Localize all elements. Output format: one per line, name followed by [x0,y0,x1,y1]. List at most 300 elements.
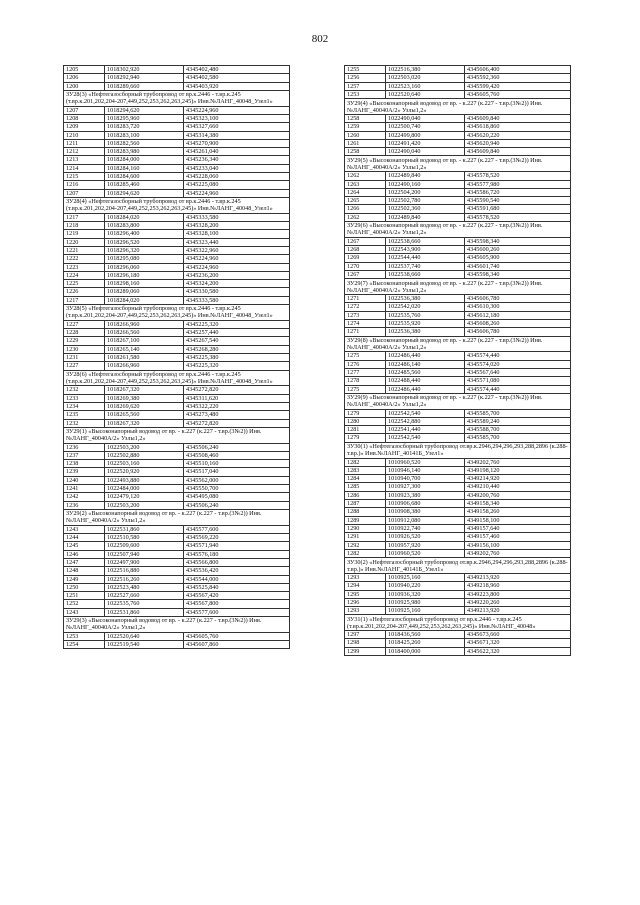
point-row [345,246,571,254]
y-coordinate: 4345257,440 [184,329,290,337]
y-coordinate: 4345225,320 [184,320,290,328]
x-coordinate: 1022503,200 [105,443,184,451]
point-row [345,131,571,139]
point-row [345,466,571,474]
y-coordinate: 4345606,400 [465,66,571,74]
point-number: 1282 [345,549,386,557]
point-number: 1224 [64,271,105,279]
point-row [345,352,571,360]
point-row [345,607,571,615]
x-coordinate: 1018294,620 [105,106,184,114]
point-row [345,524,571,532]
point-number: 1229 [64,337,105,345]
y-coordinate: 4345228,060 [184,173,290,181]
x-coordinate: 1022520,640 [386,90,465,98]
y-coordinate: 4345601,740 [465,262,571,270]
point-row [64,460,290,468]
parcel-header-row [64,197,290,213]
parcel-header-row [345,393,571,409]
y-coordinate: 4345571,940 [184,542,290,550]
point-row [64,230,290,238]
y-coordinate: 4345589,240 [465,417,571,425]
x-coordinate: 1022490,040 [386,114,465,122]
point-number: 1288 [345,508,386,516]
x-coordinate: 1018284,020 [105,296,184,304]
y-coordinate: 4345333,580 [184,213,290,221]
y-coordinate: 4345610,300 [465,303,571,311]
x-coordinate: 1018266,960 [105,320,184,328]
point-number: 1289 [345,516,386,524]
point-row [345,368,571,376]
point-row [345,541,571,549]
x-coordinate: 1022488,440 [386,377,465,385]
x-coordinate: 1018296,520 [105,238,184,246]
point-number: 1284 [345,475,386,483]
y-coordinate: 4349202,760 [465,549,571,557]
point-row [64,189,290,197]
point-row [345,311,571,319]
parcel-header: ЗУ30(1) «Нефтегазосборный трубопровод от.вр.к.2946,294,296,293,288,2896 (к.288-т.вр.)» Инв.№ЛАНГ_40141Б_Узел1» [345,442,571,458]
y-coordinate: 4345612,180 [465,311,571,319]
point-number: 1275 [345,352,386,360]
point-row [64,550,290,558]
x-coordinate: 1010946,140 [386,466,465,474]
y-coordinate: 4345508,460 [184,451,290,459]
x-coordinate: 1022500,740 [386,123,465,131]
point-row [345,573,571,581]
point-row [64,74,290,82]
x-coordinate: 1022490,160 [386,180,465,188]
point-number: 1245 [64,542,105,550]
point-row [345,303,571,311]
point-number: 1217 [64,296,105,304]
x-coordinate: 1018296,060 [105,263,184,271]
y-coordinate: 4349158,260 [465,508,571,516]
y-coordinate: 4349200,760 [465,491,571,499]
x-coordinate: 1022531,860 [105,525,184,533]
point-row [345,262,571,270]
point-row [345,458,571,466]
point-number: 1251 [64,592,105,600]
point-row [64,362,290,370]
x-coordinate: 1022535,920 [386,319,465,327]
x-coordinate: 1010923,380 [386,491,465,499]
point-row [64,542,290,550]
y-coordinate: 4345402,480 [184,66,290,74]
point-number: 1273 [345,311,386,319]
point-number: 1293 [345,573,386,581]
point-row [64,345,290,353]
y-coordinate: 4345233,040 [184,164,290,172]
point-row [64,131,290,139]
x-coordinate: 1022486,140 [386,360,465,368]
y-coordinate: 4345605,760 [184,632,290,640]
x-coordinate: 1022486,440 [386,352,465,360]
point-row [345,237,571,245]
y-coordinate: 4349157,460 [465,533,571,541]
parcel-header: ЗУ29(6) «Высоконапорный водовод от вр. - к.227 (к.227 - т.вр.(3№2)) Инв. №ЛАНГ_40040А/2» Узлы1,2» [345,222,571,238]
parcel-header: ЗУ29(3) «Высоконапорный водовод от вр. - к.227 (к.227 - т.вр.(3№2)) Инв. №ЛАНГ_40040А/2» Узлы1,2» [64,617,290,633]
x-coordinate: 1022497,900 [105,558,184,566]
point-row [345,434,571,442]
point-row [64,600,290,608]
x-coordinate: 1022509,600 [105,542,184,550]
point-number: 1263 [345,180,386,188]
point-row [345,295,571,303]
point-number: 1213 [64,156,105,164]
point-number: 1239 [64,468,105,476]
x-coordinate: 1018296,180 [105,271,184,279]
point-number: 1227 [64,320,105,328]
y-coordinate: 4349158,100 [465,516,571,524]
point-row [345,82,571,90]
y-coordinate: 4349218,960 [465,582,571,590]
y-coordinate: 4345506,240 [184,443,290,451]
point-number: 1279 [345,434,386,442]
parcel-header-row [64,370,290,386]
point-number: 1262 [345,172,386,180]
y-coordinate: 4345574,020 [465,360,571,368]
point-number: 1285 [345,483,386,491]
point-number: 1258 [345,148,386,156]
point-number: 1235 [64,411,105,419]
point-row [64,575,290,583]
point-number: 1266 [345,205,386,213]
point-number: 1268 [345,246,386,254]
x-coordinate: 1018284,000 [105,156,184,164]
point-number: 1210 [64,131,105,139]
y-coordinate: 4345607,860 [184,641,290,649]
point-number: 1217 [64,213,105,221]
y-coordinate: 4345272,820 [184,419,290,427]
point-number: 1208 [64,114,105,122]
point-row [345,639,571,647]
point-row [64,534,290,542]
parcel-header-row [64,617,290,633]
y-coordinate: 4345585,700 [465,409,571,417]
x-coordinate: 1010927,300 [386,483,465,491]
parcel-header: ЗУ28(5) «Нефтегазосборный трубопровод от вр.к.2446 - т.вр.к.245 (т.вр.к.201,202,204-207,449,252,253,262,263,245)» Инв.№ЛАНГ_40048_Узел1» [64,304,290,320]
point-row [345,188,571,196]
x-coordinate: 1022536,380 [386,328,465,336]
y-coordinate: 4345567,640 [465,368,571,376]
point-number: 1216 [64,181,105,189]
point-row [64,641,290,649]
y-coordinate: 4345671,320 [465,639,571,647]
point-row [64,181,290,189]
x-coordinate: 1018267,320 [105,386,184,394]
y-coordinate: 4345224,960 [184,255,290,263]
y-coordinate: 4345525,840 [184,583,290,591]
point-row [64,468,290,476]
point-row [345,582,571,590]
x-coordinate: 1018289,060 [105,288,184,296]
point-row [345,270,571,278]
point-number: 1247 [64,558,105,566]
point-row [64,608,290,616]
y-coordinate: 4345577,600 [184,525,290,533]
x-coordinate: 1010960,520 [386,549,465,557]
parcel-header: ЗУ30(2) «Нефтегазосборный трубопровод от.вр.к.2946,294,296,293,288,2896 (к.288-т.вр.)» Инв.№ЛАНГ_40141Б_Узел1» [345,558,571,574]
parcel-header-row [345,99,571,115]
point-row [64,583,290,591]
point-number: 1225 [64,280,105,288]
point-number: 1232 [64,386,105,394]
point-row [64,123,290,131]
point-number: 1214 [64,164,105,172]
x-coordinate: 1018269,620 [105,402,184,410]
parcel-header-row [64,509,290,525]
point-row [345,197,571,205]
point-number: 1267 [345,270,386,278]
point-row [64,402,290,410]
point-number: 1223 [64,263,105,271]
point-number: 1259 [345,123,386,131]
point-number: 1237 [64,451,105,459]
x-coordinate: 1018285,460 [105,181,184,189]
point-row [345,319,571,327]
point-row [64,238,290,246]
y-coordinate: 4345578,520 [465,172,571,180]
point-row [345,377,571,385]
x-coordinate: 1022541,440 [386,426,465,434]
x-coordinate: 1018266,560 [105,329,184,337]
y-coordinate: 4345609,840 [465,148,571,156]
x-coordinate: 1018292,940 [105,74,184,82]
point-number: 1267 [345,237,386,245]
point-row [64,82,290,90]
x-coordinate: 1022537,740 [386,262,465,270]
x-coordinate: 1018267,320 [105,419,184,427]
x-coordinate: 1018400,000 [386,647,465,655]
point-row [345,385,571,393]
point-row [345,647,571,655]
parcel-header: ЗУ29(8) «Высоконапорный водовод от вр. - к.227 (к.227 - т.вр.(3№2)) Инв. №ЛАНГ_40040А/2» Узлы1,2» [345,336,571,352]
x-coordinate: 1018284,020 [105,213,184,221]
y-coordinate: 4349158,340 [465,500,571,508]
x-coordinate: 1018282,560 [105,139,184,147]
x-coordinate: 1022520,640 [105,632,184,640]
x-coordinate: 1022538,660 [386,237,465,245]
x-coordinate: 1018296,320 [105,246,184,254]
point-row [345,491,571,499]
point-number: 1218 [64,222,105,230]
x-coordinate: 1018283,800 [105,222,184,230]
y-coordinate: 4345606,780 [465,295,571,303]
point-number: 1256 [345,74,386,82]
x-coordinate: 1022543,900 [386,246,465,254]
y-coordinate: 4345517,040 [184,468,290,476]
point-number: 1212 [64,148,105,156]
coordinate-table-right [344,65,571,656]
point-number: 1207 [64,106,105,114]
point-number: 1295 [345,590,386,598]
x-coordinate: 1018265,560 [105,411,184,419]
x-coordinate: 1022519,540 [105,641,184,649]
x-coordinate: 1018298,160 [105,280,184,288]
y-coordinate: 4345550,700 [184,485,290,493]
point-number: 1282 [345,458,386,466]
parcel-header-row [345,558,571,574]
x-coordinate: 1018295,960 [105,114,184,122]
y-coordinate: 4349198,120 [465,466,571,474]
point-number: 1253 [64,632,105,640]
y-coordinate: 4345322,220 [184,402,290,410]
y-coordinate: 4345225,080 [184,181,290,189]
x-coordinate: 1018289,660 [105,82,184,90]
point-number: 1226 [64,288,105,296]
y-coordinate: 4345576,180 [184,550,290,558]
point-number: 1274 [345,319,386,327]
point-number: 1276 [345,360,386,368]
y-coordinate: 4345578,520 [465,213,571,221]
y-coordinate: 4345590,540 [465,197,571,205]
y-coordinate: 4345577,600 [184,608,290,616]
point-number: 1220 [64,238,105,246]
x-coordinate: 1010940,700 [386,475,465,483]
point-number: 1244 [64,534,105,542]
point-number: 1236 [64,443,105,451]
y-coordinate: 4345327,660 [184,123,290,131]
y-coordinate: 4345224,960 [184,263,290,271]
point-row [64,493,290,501]
y-coordinate: 4345236,200 [184,271,290,279]
point-row [64,320,290,328]
x-coordinate: 1010960,520 [386,458,465,466]
x-coordinate: 1022486,440 [386,385,465,393]
y-coordinate: 4345403,920 [184,82,290,90]
y-coordinate: 4345574,440 [465,352,571,360]
page-number: 802 [311,33,329,45]
y-coordinate: 4345567,800 [184,600,290,608]
x-coordinate: 1022484,000 [105,485,184,493]
x-coordinate: 1022516,380 [386,66,465,74]
point-row [64,156,290,164]
point-number: 1265 [345,197,386,205]
y-coordinate: 4345270,900 [184,139,290,147]
point-number: 1271 [345,295,386,303]
point-row [64,213,290,221]
point-number: 1271 [345,328,386,336]
point-number: 1222 [64,255,105,263]
parcel-header: ЗУ29(7) «Высоконапорный водовод от вр. - к.227 (к.227 - т.вр.(3№2)) Инв. №ЛАНГ_40040А/2» Узлы1,2» [345,279,571,295]
point-number: 1211 [64,139,105,147]
point-row [345,360,571,368]
parcel-header: ЗУ28(4) «Нефтегазосборный трубопровод от вр.к.2446 - т.вр.к.245 (т.вр.к.201,202,204-207,449,252,253,262,263,245)» Инв.№ЛАНГ_40048_Узел1» [64,197,290,213]
point-row [64,164,290,172]
y-coordinate: 4345225,320 [184,362,290,370]
point-number: 1269 [345,254,386,262]
point-number: 1238 [64,460,105,468]
parcel-header-row [345,156,571,172]
y-coordinate: 4345577,980 [465,180,571,188]
point-row [345,90,571,98]
point-number: 1205 [64,66,105,74]
point-number: 1242 [64,493,105,501]
point-number: 1254 [64,641,105,649]
point-row [345,483,571,491]
y-coordinate: 4345600,260 [465,246,571,254]
y-coordinate: 4345620,940 [465,139,571,147]
parcel-header: ЗУ29(2) «Высоконапорный водовод от вр. - к.227 (к.227 - т.вр.(3№2)) Инв. №ЛАНГ_40040А/2» Узлы1,2» [64,509,290,525]
x-coordinate: 1018267,100 [105,337,184,345]
x-coordinate: 1018302,920 [105,66,184,74]
point-number: 1261 [345,139,386,147]
point-number: 1234 [64,402,105,410]
y-coordinate: 4345314,380 [184,131,290,139]
point-row [64,592,290,600]
point-number: 1255 [345,66,386,74]
y-coordinate: 4349157,640 [465,524,571,532]
point-row [64,263,290,271]
y-coordinate: 4345324,200 [184,280,290,288]
point-number: 1296 [345,598,386,606]
point-row [345,409,571,417]
point-row [64,353,290,361]
point-number: 1281 [345,426,386,434]
y-coordinate: 4349220,260 [465,598,571,606]
x-coordinate: 1022542,540 [386,409,465,417]
parcel-header: ЗУ28(6) «Нефтегазосборный трубопровод от вр.к.2446 - т.вр.к.245 (т.вр.к.201,202,204-207,449,252,253,262,263,245)» Инв.№ЛАНГ_40048_Узел1» [64,370,290,386]
point-row [345,328,571,336]
point-number: 1233 [64,394,105,402]
y-coordinate: 4345562,000 [184,476,290,484]
y-coordinate: 4345333,580 [184,296,290,304]
y-coordinate: 4345574,440 [465,385,571,393]
point-number: 1270 [345,262,386,270]
point-row [64,525,290,533]
point-row [345,590,571,598]
point-number: 1278 [345,377,386,385]
y-coordinate: 4345606,780 [465,328,571,336]
y-coordinate: 4345225,380 [184,353,290,361]
x-coordinate: 1022510,580 [105,534,184,542]
point-number: 1292 [345,541,386,549]
parcel-header-row [64,304,290,320]
x-coordinate: 1010957,920 [386,541,465,549]
point-number: 1258 [345,114,386,122]
point-number: 1232 [64,419,105,427]
point-number: 1253 [345,90,386,98]
point-row [64,106,290,114]
y-coordinate: 4345506,240 [184,501,290,509]
point-row [64,558,290,566]
parcel-header: ЗУ29(4) «Высоконапорный водовод от вр. - к.227 (к.227 - т.вр.(3№2)) Инв. №ЛАНГ_40040А/2» Узлы1,2» [345,99,571,115]
x-coordinate: 1022542,540 [386,434,465,442]
point-number: 1287 [345,500,386,508]
x-coordinate: 1022489,840 [386,213,465,221]
y-coordinate: 4345268,280 [184,345,290,353]
x-coordinate: 1010926,520 [386,533,465,541]
y-coordinate: 4345536,420 [184,567,290,575]
y-coordinate: 4345328,200 [184,222,290,230]
point-number: 1294 [345,582,386,590]
point-row [64,337,290,345]
point-row [64,394,290,402]
x-coordinate: 1018265,140 [105,345,184,353]
x-coordinate: 1022538,660 [386,270,465,278]
x-coordinate: 1010925,160 [386,607,465,615]
y-coordinate: 4345495,080 [184,493,290,501]
point-row [64,288,290,296]
point-row [64,296,290,304]
point-row [345,139,571,147]
parcel-header-row [64,427,290,443]
y-coordinate: 4345588,700 [465,426,571,434]
point-number: 1277 [345,368,386,376]
point-number: 1291 [345,533,386,541]
point-row [345,205,571,213]
